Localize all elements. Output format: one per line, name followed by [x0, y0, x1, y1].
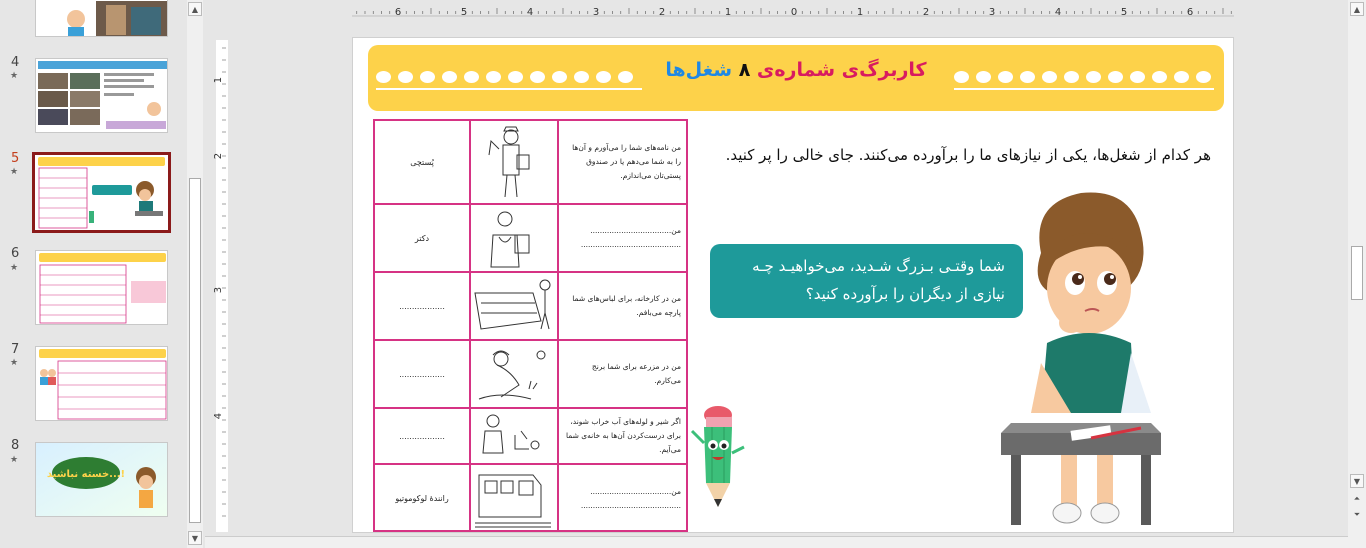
- thumbnail-scrollbar[interactable]: [187, 0, 203, 548]
- slide-thumbnail-8[interactable]: [35, 442, 168, 517]
- thumbnail-scroll-thumb[interactable]: [189, 178, 201, 523]
- horizontal-scrollbar[interactable]: [205, 536, 1348, 548]
- slide-7-preview: [36, 347, 168, 421]
- scroll-down-icon[interactable]: ▼: [1350, 474, 1364, 488]
- instruction-text: هر کدام از شغل‌ها، یکی از نیازهای ما را برآورده می‌کنند. جای خالی را پر کنید.: [725, 146, 1211, 164]
- job-description: من در مزرعه برای شما برنج می‌کارم.: [591, 362, 681, 385]
- ruler-label: 1: [724, 7, 732, 18]
- ruler-label: 1: [213, 76, 224, 84]
- ruler-label: 4: [526, 7, 534, 18]
- job-label: دکتر: [375, 205, 471, 271]
- slide-6-preview: [36, 251, 168, 325]
- thumb-star-7: ★: [10, 358, 19, 368]
- thumb-number-8: 8: [11, 438, 20, 453]
- slide-3-preview: [36, 0, 168, 37]
- slide-title: [368, 59, 1224, 81]
- job-description: من.................................. ..........................................: [580, 486, 681, 510]
- slide-thumbnail-7[interactable]: [35, 346, 168, 421]
- farmer-illustration: [471, 341, 559, 407]
- next-slide-icon[interactable]: ⏷: [1353, 510, 1361, 519]
- slide-8-preview: [36, 443, 168, 517]
- postman-illustration: [471, 121, 559, 203]
- thumb-star-6: ★: [10, 263, 19, 273]
- title-jobs: شغل‌ها: [665, 59, 733, 81]
- table-row: [375, 409, 686, 465]
- thumb-star-4: ★: [10, 71, 19, 81]
- table-row: [375, 341, 686, 409]
- factory-worker-illustration: [471, 273, 559, 339]
- ruler-label: 6: [1186, 7, 1194, 18]
- banner-line-left: [376, 88, 642, 90]
- table-row: [375, 205, 686, 273]
- banner-line-right: [954, 88, 1214, 90]
- slide-canvas[interactable]: [352, 37, 1234, 533]
- slide-thumbnail-pane: [0, 0, 205, 548]
- thumb-number-5: 5: [11, 151, 20, 166]
- ruler-label: 0: [790, 7, 798, 18]
- job-description: اگر شیر و لوله‌های آب خراب شوند، برای درست‌کردن آن‌ها به خانه‌ی شما می‌آیم.: [565, 417, 681, 454]
- scroll-up-icon[interactable]: ▲: [188, 2, 202, 16]
- table-row: [375, 121, 686, 205]
- job-description: من در کارخانه، برای لباس‌های شما پارچه می‌بافم.: [572, 294, 681, 317]
- train-illustration: [471, 465, 559, 532]
- job-description: من نامه‌های شما را می‌آورم و آن‌ها را به شما می‌دهم یا در صندوق پستی‌تان می‌اندازم.: [572, 143, 681, 180]
- slide-4-preview: [36, 59, 168, 133]
- ruler-label: 4: [213, 412, 224, 420]
- slide-thumbnail-3[interactable]: [35, 0, 168, 37]
- job-label: ..................: [375, 341, 471, 407]
- ruler-label: 1: [856, 7, 864, 18]
- thumb-number-6: 6: [11, 246, 20, 261]
- doctor-illustration: [471, 205, 559, 271]
- ruler-label: 2: [922, 7, 930, 18]
- worksheet-table: [373, 119, 688, 532]
- plumber-illustration: [471, 409, 559, 463]
- title-worksheet: کاربرگ‌ی شماره‌ی: [756, 59, 927, 81]
- thumb-number-4: 4: [11, 55, 20, 70]
- title-banner: [368, 45, 1224, 111]
- question-bubble: شما وقتـی بـزرگ شـدید، می‌خواهیـد چـه نیازی از دیگران را برآورده کنید؟: [710, 244, 1023, 318]
- job-label: ..................: [375, 273, 471, 339]
- pencil-mascot-illustration: [686, 403, 748, 521]
- job-label: پُستچی: [375, 121, 471, 203]
- slide-scroll-thumb[interactable]: [1351, 246, 1363, 300]
- ruler-label: 3: [213, 286, 224, 294]
- ruler-label: 4: [1054, 7, 1062, 18]
- vertical-ruler: [213, 40, 229, 532]
- table-row: [375, 465, 686, 532]
- slide-5-preview: [35, 155, 168, 230]
- thumb-star-8: ★: [10, 455, 19, 465]
- ruler-label: 6: [394, 7, 402, 18]
- ruler-label: 5: [460, 7, 468, 18]
- ruler-label: 2: [213, 152, 224, 160]
- job-label: ..................: [375, 409, 471, 463]
- title-number: ۸: [738, 59, 751, 81]
- job-description: من.................................. ..........................................: [580, 226, 681, 249]
- job-label: رانندهٔ لوکوموتیو: [375, 465, 471, 532]
- ruler-label: 3: [592, 7, 600, 18]
- ruler-label: 2: [658, 7, 666, 18]
- previous-slide-icon[interactable]: ⏶: [1353, 494, 1361, 503]
- slide-thumbnail-5-active[interactable]: [32, 152, 171, 233]
- ruler-label: 3: [988, 7, 996, 18]
- ruler-label: 5: [1120, 7, 1128, 18]
- scroll-up-icon[interactable]: ▲: [1350, 2, 1364, 16]
- slide-thumbnail-4[interactable]: [35, 58, 168, 133]
- horizontal-ruler: [352, 3, 1234, 20]
- thumb-number-7: 7: [11, 342, 20, 357]
- scroll-down-icon[interactable]: ▼: [188, 531, 202, 545]
- slide-scrollbar[interactable]: [1348, 0, 1366, 548]
- thinking-boy-illustration: [1001, 183, 1161, 533]
- thumb-8-text: خسته نباشید...!: [46, 469, 126, 480]
- slide-thumbnail-6[interactable]: [35, 250, 168, 325]
- thumb-star-5: ★: [10, 167, 19, 177]
- table-row: [375, 273, 686, 341]
